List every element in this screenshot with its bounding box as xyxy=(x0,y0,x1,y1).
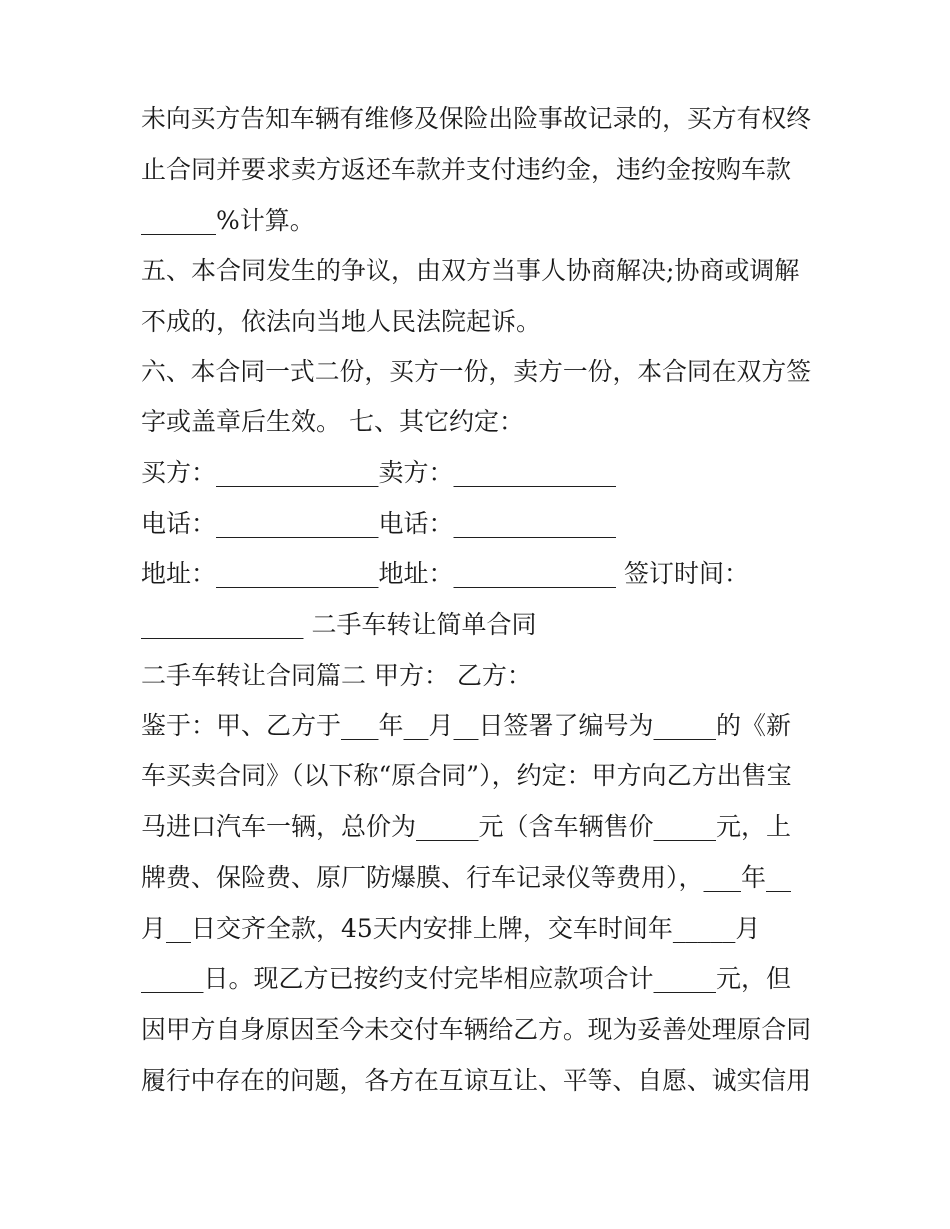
text-line-16: 牌费、保险费、原厂防爆膜、行车记录仪等费用），___年__ xyxy=(141,863,792,892)
text-line-14: 车买卖合同》（以下称“原合同”），约定：甲方向乙方出售宝 xyxy=(141,761,792,790)
text-line-15: 马进口汽车一辆，总价为_____元（含车辆售价_____元，上 xyxy=(141,812,792,841)
text-line-9: 电话：_____________电话：_____________ xyxy=(141,509,617,538)
text-line-19: 因甲方自身原因至今未交付车辆给乙方。现为妥善处理原合同 xyxy=(141,1015,812,1044)
text-line-6: 六、本合同一式二份，买方一份，卖方一份，本合同在双方签 xyxy=(141,357,812,386)
text-line-5: 不成的，依法向当地人民法院起诉。 xyxy=(141,307,542,336)
text-line-12: 二手车转让合同篇二 甲方： 乙方： xyxy=(141,661,532,690)
text-line-20: 履行中存在的问题，各方在互谅互让、平等、自愿、诚实信用 xyxy=(141,1066,812,1095)
text-line-3: ______%计算。 xyxy=(141,206,315,235)
text-line-8: 买方：_____________卖方：_____________ xyxy=(141,458,617,487)
text-line-17: 月__日交齐全款，45天内安排上牌，交车时间年_____月 xyxy=(141,914,761,943)
text-line-4: 五、本合同发生的争议，由双方当事人协商解决;协商或调解 xyxy=(141,256,800,285)
text-line-13: 鉴于：甲、乙方于___年__月__日签署了编号为_____的《新 xyxy=(141,711,792,740)
text-line-10: 地址：_____________地址：_____________ 签订时间： xyxy=(141,559,749,588)
text-line-11: _____________ 二手车转让简单合同 xyxy=(141,610,537,639)
text-line-7: 字或盖章后生效。 七、其它约定： xyxy=(141,407,524,436)
text-line-18: _____日。现乙方已按约支付完毕相应款项合计_____元，但 xyxy=(141,964,792,993)
text-line-1: 未向买方告知车辆有维修及保险出险事故记录的，买方有权终 xyxy=(141,104,812,133)
text-line-2: 止合同并要求卖方返还车款并支付违约金，违约金按购车款 xyxy=(141,155,792,184)
